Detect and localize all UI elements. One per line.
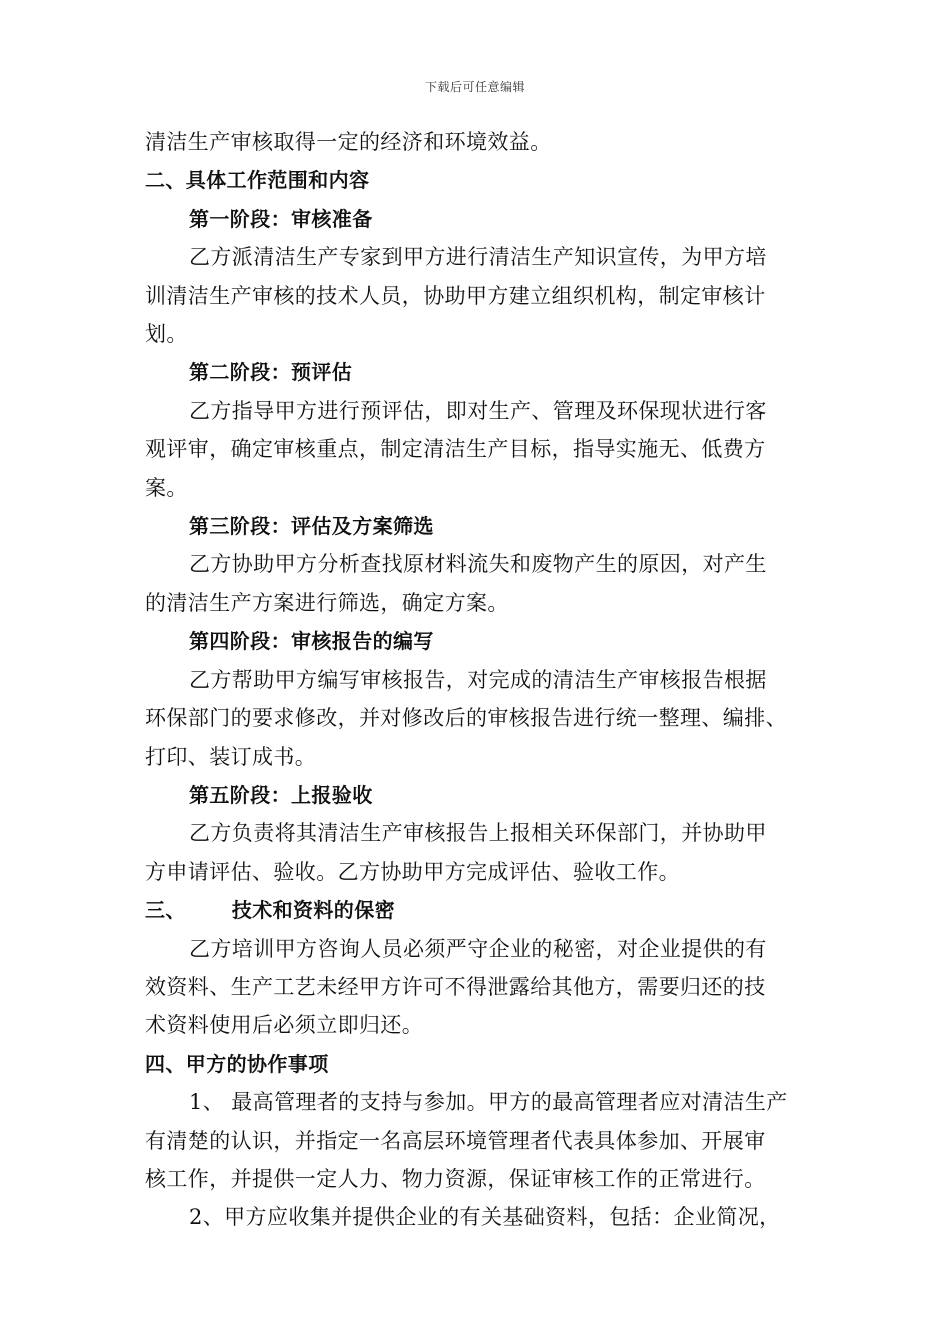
paragraph-line: 核工作，并提供一定人力、物力资源，保证审核工作的正常进行。: [145, 1166, 766, 1191]
paragraph-line: 乙方帮助甲方编写审核报告，对完成的清洁生产审核报告根据: [189, 667, 767, 692]
section-heading: 四、甲方的协作事项: [145, 1051, 329, 1076]
paragraph-line: 清洁生产审核取得一定的经济和环境效益。: [145, 130, 552, 154]
paragraph-line: 的清洁生产方案进行筛选，确定方案。: [145, 590, 509, 615]
header-note: 下载后可任意编辑: [424, 80, 525, 94]
section-heading: 第五阶段：上报验收: [189, 782, 373, 807]
paragraph-line: 乙方派清洁生产专家到甲方进行清洁生产知识宣传，为甲方培: [189, 245, 767, 270]
paragraph-line: 效资料、生产工艺未经甲方许可不得泄露给其他方，需要归还的技: [145, 974, 766, 999]
paragraph-line: 方申请评估、验收。乙方协助甲方完成评估、验收工作。: [145, 859, 680, 884]
paragraph-line: 打印、装订成书。: [145, 744, 317, 769]
heading-text: 技术和资料的保密: [231, 898, 396, 923]
paragraph-line: 划。: [145, 322, 188, 347]
paragraph-line: 案。: [145, 475, 188, 500]
paragraph-line: 术资料使用后必须立即归还。: [145, 1013, 424, 1038]
section-heading: 第一阶段：审核准备: [189, 206, 373, 231]
section-heading: 第四阶段：审核报告的编写: [189, 629, 434, 654]
section-heading: 第三阶段：评估及方案筛选: [189, 514, 434, 539]
document-body: [145, 123, 835, 1237]
paragraph-line: 乙方指导甲方进行预评估，即对生产、管理及环保现状进行客: [189, 398, 767, 423]
paragraph-line: 观评审，确定审核重点，制定清洁生产目标，指导实施无、低费方: [145, 437, 766, 462]
paragraph-line: 有清楚的认识，并指定一名高层环境管理者代表具体参加、开展审: [145, 1128, 766, 1153]
paragraph-line: 乙方负责将其清洁生产审核报告上报相关环保部门，并协助甲: [189, 821, 767, 846]
section-heading: 第二阶段：预评估: [189, 360, 353, 385]
section-heading: [145, 891, 835, 929]
heading-number: 三、: [145, 898, 186, 923]
paragraph-line: 乙方协助甲方分析查找原材料流失和废物产生的原因，对产生: [189, 552, 767, 577]
paragraph-line: 1、 最高管理者的支持与参加。甲方的最高管理者应对清洁生产: [189, 1090, 788, 1115]
paragraph-line: 训清洁生产审核的技术人员，协助甲方建立组织机构，制定审核计: [145, 283, 766, 308]
section-heading: 二、具体工作范围和内容: [145, 168, 370, 193]
paragraph-line: 2、甲方应收集并提供企业的有关基础资料，包括：企业简况，: [189, 1205, 781, 1230]
paragraph-line: 环保部门的要求修改，并对修改后的审核报告进行统一整理、编排、: [145, 706, 787, 731]
paragraph-line: 乙方培训甲方咨询人员必须严守企业的秘密，对企业提供的有: [189, 936, 767, 961]
